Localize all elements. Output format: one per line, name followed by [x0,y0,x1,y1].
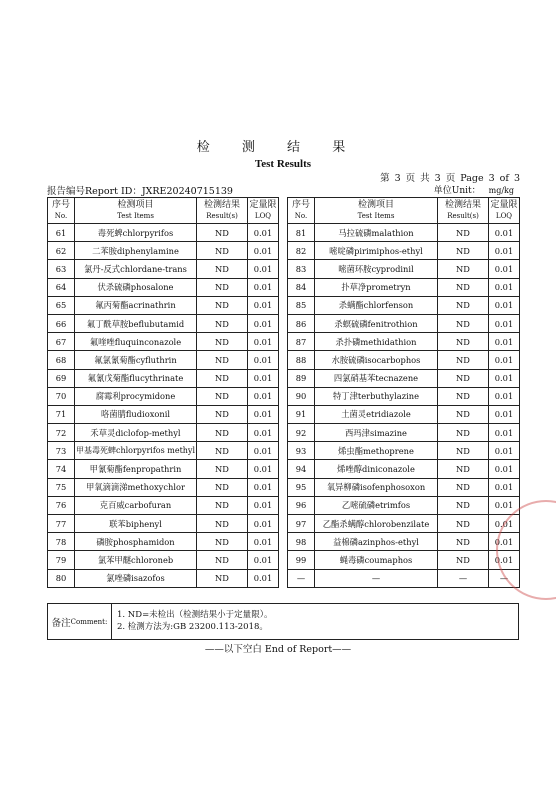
cell-no: 91 [288,405,315,423]
cell-result: ND [197,387,248,405]
cell-result: ND [438,533,489,551]
cell-item: 磷胺phosphamidon [75,533,197,551]
cell-result: ND [197,424,248,442]
cell-item: 氧异柳磷isofenphosoxon [315,478,438,496]
cell-result: ND [438,405,489,423]
header-loq: 定量限 LOQ [489,198,520,224]
cell-item: 联苯biphenyl [75,515,197,533]
cell-item: 烯虫酯methoprene [315,442,438,460]
table-row [288,569,520,587]
cell-result: ND [197,478,248,496]
table-row [288,351,520,369]
remark-line-1: 1. ND=未检出（检测结果小于定量限）。 [117,610,273,620]
cell-loq: 0.01 [248,369,279,387]
cell-item: 蝇毒磷coumaphos [315,551,438,569]
cell-result: ND [438,242,489,260]
cell-item: 氟氰戊菊酯flucythrinate [75,369,197,387]
cell-no: 77 [48,515,75,533]
page-number: 第 3 页 共 3 页 Page 3 of 3 [380,173,520,184]
cell-result: ND [438,478,489,496]
cell-item: 禾草灵diclofop-methyl [75,424,197,442]
cell-loq: — [489,569,520,587]
cell-no: 61 [48,224,75,242]
cell-loq: 0.01 [248,260,279,278]
cell-loq: 0.01 [489,496,520,514]
cell-loq: 0.01 [248,569,279,587]
cell-no: 67 [48,333,75,351]
table-row [48,387,279,405]
cell-no: 89 [288,369,315,387]
cell-loq: 0.01 [489,224,520,242]
cell-loq: 0.01 [489,314,520,332]
unit [434,183,514,196]
cell-result: ND [197,351,248,369]
header-result: 检测结果 Result(s) [197,198,248,224]
cell-loq: 0.01 [248,333,279,351]
cell-result: ND [438,515,489,533]
table-row [48,224,279,242]
cell-loq: 0.01 [248,478,279,496]
unit-label: 单位Unit： [433,186,481,196]
table-row [288,387,520,405]
cell-result: ND [438,424,489,442]
table-row [48,442,279,460]
cell-item: 杀螟硫磷fenitrothion [315,314,438,332]
cell-item: 特丁津terbuthylazine [315,387,438,405]
end-of-report: ——以下空白 End of Report—— [204,644,352,655]
cell-loq: 0.01 [489,478,520,496]
cell-item: 甲基毒死蜱chlorpyrifos methyl [75,442,197,460]
cell-no: 87 [288,333,315,351]
cell-result: ND [197,296,248,314]
header-result: 检测结果 Result(s) [438,198,489,224]
cell-result: ND [438,496,489,514]
cell-loq: 0.01 [489,551,520,569]
remark-line-2: 2. 检测方法为:GB 23200.113-2018。 [117,622,268,632]
cell-result: ND [438,296,489,314]
table-row [288,442,520,460]
cell-item: 氟丁酰草胺beflubutamid [75,314,197,332]
table-row [288,424,520,442]
table-row [288,333,520,351]
table-row [288,260,520,278]
cell-result: ND [197,369,248,387]
cell-loq: 0.01 [248,387,279,405]
table-row [48,369,279,387]
cell-item: 甲氰菊酯fenpropathrin [75,460,197,478]
cell-no: 98 [288,533,315,551]
cell-loq: 0.01 [489,515,520,533]
cell-result: ND [438,278,489,296]
header-loq: 定量限 LOQ [248,198,279,224]
cell-loq: 0.01 [489,296,520,314]
title-cn: 检 测 结 果 [196,140,360,155]
cell-no: 66 [48,314,75,332]
cell-no: 94 [288,460,315,478]
cell-no: 81 [288,224,315,242]
cell-result: ND [197,551,248,569]
remark-lines [117,609,272,633]
cell-no: 71 [48,405,75,423]
cell-item: 氯唑磷isazofos [75,569,197,587]
table-header [48,198,279,224]
table-row [48,551,279,569]
header-item: 检测项目 Test Items [315,198,438,224]
cell-item: 二苯胺diphenylamine [75,242,197,260]
cell-loq: 0.01 [248,442,279,460]
cell-loq: 0.01 [489,369,520,387]
cell-item: 氟氯氰菊酯cyfluthrin [75,351,197,369]
table-row [288,405,520,423]
cell-item: 水胺硫磷isocarbophos [315,351,438,369]
cell-result: ND [197,460,248,478]
title-en: Test Results [254,158,312,170]
cell-no: 63 [48,260,75,278]
remark-box [47,603,519,640]
cell-result: ND [197,533,248,551]
cell-item: 伏杀硫磷phosalone [75,278,197,296]
cell-result: ND [438,224,489,242]
cell-result: ND [197,442,248,460]
header-no: 序号 No. [288,198,315,224]
cell-loq: 0.01 [248,242,279,260]
table-header [288,198,520,224]
table-row [288,296,520,314]
cell-loq: 0.01 [248,496,279,514]
cell-no: — [288,569,315,587]
table-row [48,296,279,314]
table-row [48,351,279,369]
table-row [288,533,520,551]
table-row [288,278,520,296]
table-row [48,314,279,332]
cell-item: 氟喹唑fluquinconazole [75,333,197,351]
cell-item: 氟丙菊酯acrinathrin [75,296,197,314]
cell-result: ND [438,460,489,478]
cell-item: 扑草净prometryn [315,278,438,296]
cell-result: ND [438,333,489,351]
cell-loq: 0.01 [489,387,520,405]
cell-item: 马拉硫磷malathion [315,224,438,242]
cell-loq: 0.01 [248,533,279,551]
cell-no: 97 [288,515,315,533]
cell-no: 90 [288,387,315,405]
cell-item: 杀扑磷methidathion [315,333,438,351]
cell-result: ND [197,242,248,260]
table-row [288,314,520,332]
cell-loq: 0.01 [489,278,520,296]
cell-loq: 0.01 [248,296,279,314]
table-row [48,333,279,351]
cell-item: — [315,569,438,587]
table-row [48,515,279,533]
cell-item: 腐霉利procymidone [75,387,197,405]
cell-item: 四氯硝基苯tecnazene [315,369,438,387]
table-row [48,460,279,478]
table-row [288,242,520,260]
table-row [48,533,279,551]
cell-result: ND [197,260,248,278]
results-table-left [47,197,279,588]
cell-item: 毒死蜱chlorpyrifos [75,224,197,242]
table-row [48,405,279,423]
cell-result: ND [438,260,489,278]
table-row [48,242,279,260]
cell-result: ND [197,333,248,351]
cell-no: 85 [288,296,315,314]
cell-no: 65 [48,296,75,314]
cell-loq: 0.01 [248,460,279,478]
cell-loq: 0.01 [248,278,279,296]
cell-result: — [438,569,489,587]
cell-item: 氯苯甲醚chloroneb [75,551,197,569]
cell-no: 92 [288,424,315,442]
cell-result: ND [438,442,489,460]
remark-label: 备注 Comment: [48,604,112,639]
table-row [288,224,520,242]
cell-no: 62 [48,242,75,260]
cell-no: 99 [288,551,315,569]
cell-loq: 0.01 [489,351,520,369]
cell-result: ND [197,224,248,242]
cell-item: 氯丹-反式chlordane-trans [75,260,197,278]
cell-no: 64 [48,278,75,296]
cell-result: ND [197,569,248,587]
cell-no: 86 [288,314,315,332]
cell-no: 70 [48,387,75,405]
cell-no: 96 [288,496,315,514]
cell-no: 76 [48,496,75,514]
cell-no: 79 [48,551,75,569]
cell-loq: 0.01 [489,533,520,551]
cell-item: 咯菌腈fludioxonil [75,405,197,423]
cell-item: 益棉磷azinphos-ethyl [315,533,438,551]
cell-loq: 0.01 [489,442,520,460]
table-row [48,496,279,514]
cell-result: ND [438,551,489,569]
cell-result: ND [197,515,248,533]
cell-no: 68 [48,351,75,369]
cell-no: 78 [48,533,75,551]
cell-item: 嘧啶磷pirimiphos-ethyl [315,242,438,260]
cell-result: ND [438,314,489,332]
cell-no: 73 [48,442,75,460]
cell-no: 75 [48,478,75,496]
table-row [48,260,279,278]
cell-no: 95 [288,478,315,496]
cell-loq: 0.01 [248,551,279,569]
cell-item: 乙嘧硫磷etrimfos [315,496,438,514]
table-row [48,278,279,296]
unit-value: mg/kg [488,186,514,195]
cell-loq: 0.01 [489,460,520,478]
cell-loq: 0.01 [248,224,279,242]
cell-result: ND [197,405,248,423]
header-no: 序号 No. [48,198,75,224]
results-table-right [287,197,520,588]
table-row [288,460,520,478]
cell-loq: 0.01 [248,405,279,423]
table-row [48,478,279,496]
cell-loq: 0.01 [248,515,279,533]
cell-result: ND [197,496,248,514]
cell-loq: 0.01 [489,333,520,351]
table-row [288,551,520,569]
cell-loq: 0.01 [489,424,520,442]
table-row [288,369,520,387]
cell-no: 74 [48,460,75,478]
cell-loq: 0.01 [248,424,279,442]
cell-item: 克百威carbofuran [75,496,197,514]
cell-no: 69 [48,369,75,387]
cell-loq: 0.01 [248,351,279,369]
table-row [288,478,520,496]
cell-item: 嘧菌环胺cyprodinil [315,260,438,278]
cell-no: 83 [288,260,315,278]
cell-loq: 0.01 [248,314,279,332]
cell-loq: 0.01 [489,405,520,423]
table-row [48,569,279,587]
cell-result: ND [197,278,248,296]
cell-no: 80 [48,569,75,587]
table-row [48,424,279,442]
header-item: 检测项目 Test Items [75,198,197,224]
cell-item: 烯唑醇diniconazole [315,460,438,478]
cell-result: ND [438,387,489,405]
table-row [288,496,520,514]
cell-no: 84 [288,278,315,296]
cell-item: 土菌灵etridiazole [315,405,438,423]
cell-item: 西玛津simazine [315,424,438,442]
cell-no: 72 [48,424,75,442]
cell-result: ND [438,351,489,369]
cell-result: ND [197,314,248,332]
cell-item: 杀螨酯chlorfenson [315,296,438,314]
cell-no: 93 [288,442,315,460]
cell-loq: 0.01 [489,260,520,278]
cell-result: ND [438,369,489,387]
cell-no: 82 [288,242,315,260]
cell-item: 乙酯杀螨醇chlorobenzilate [315,515,438,533]
cell-item: 甲氧滴滴涕methoxychlor [75,478,197,496]
report-id: 报告编号Report ID：JXRE20240715139 [47,186,233,197]
cell-loq: 0.01 [489,242,520,260]
table-row [288,515,520,533]
cell-no: 88 [288,351,315,369]
